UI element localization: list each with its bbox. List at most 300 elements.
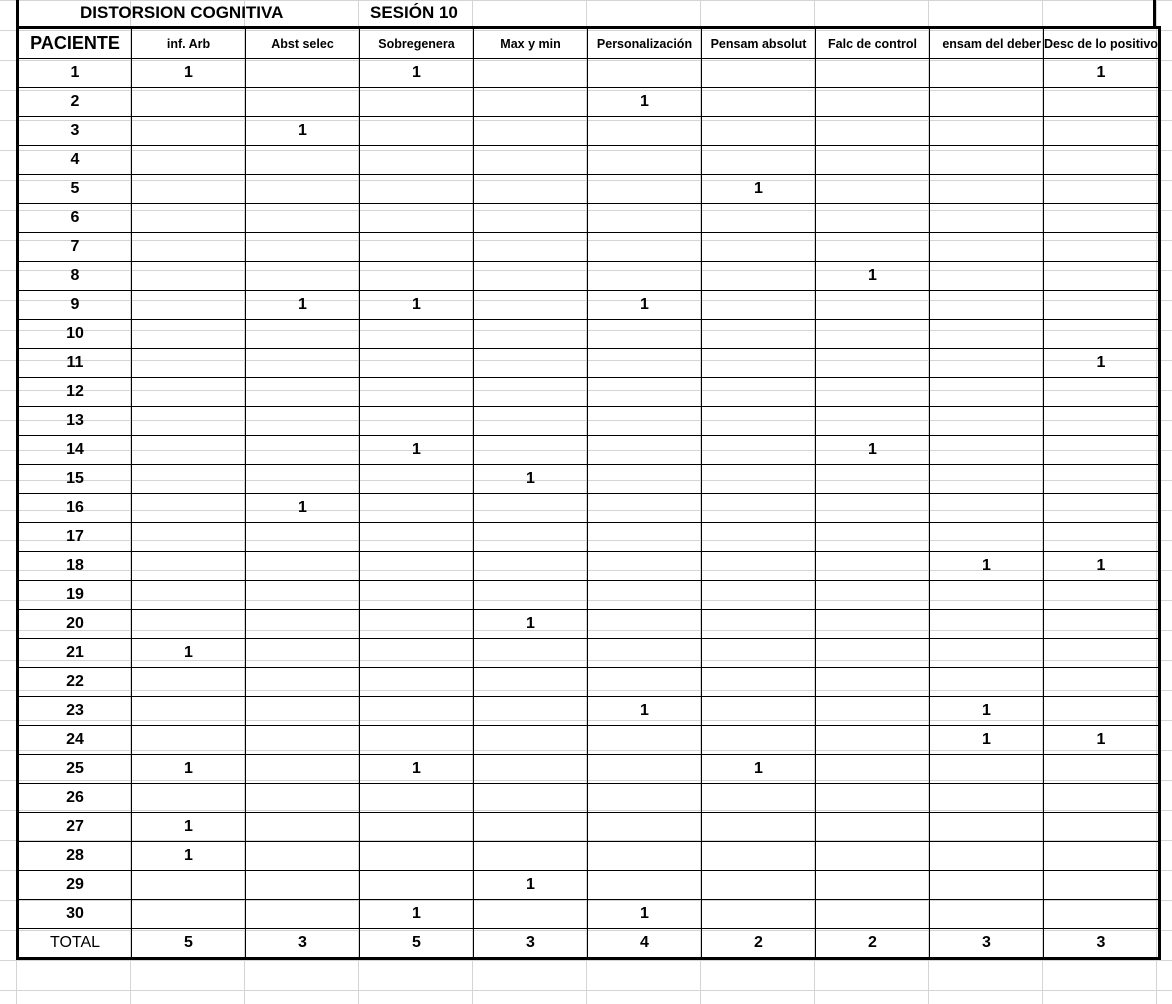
table-cell[interactable] [474, 668, 588, 697]
table-cell[interactable] [588, 523, 702, 552]
table-cell[interactable] [702, 842, 816, 871]
table-cell[interactable]: 1 [930, 552, 1044, 581]
table-cell[interactable] [702, 465, 816, 494]
table-cell[interactable] [360, 349, 474, 378]
table-cell[interactable] [702, 291, 816, 320]
table-cell[interactable] [246, 465, 360, 494]
table-cell[interactable]: 1 [1044, 726, 1160, 755]
table-cell[interactable] [588, 784, 702, 813]
table-cell[interactable] [246, 59, 360, 88]
table-cell[interactable] [474, 291, 588, 320]
table-cell[interactable] [930, 465, 1044, 494]
column-header-paciente[interactable]: PACIENTE [18, 28, 132, 59]
table-cell[interactable] [360, 494, 474, 523]
table-cell[interactable] [360, 610, 474, 639]
table-cell[interactable] [1044, 175, 1160, 204]
table-cell[interactable] [588, 581, 702, 610]
table-cell[interactable] [702, 233, 816, 262]
table-cell[interactable] [132, 436, 246, 465]
table-cell[interactable] [132, 407, 246, 436]
table-cell[interactable] [702, 813, 816, 842]
table-cell[interactable] [474, 755, 588, 784]
table-cell[interactable] [1044, 88, 1160, 117]
table-cell[interactable] [816, 407, 930, 436]
column-header[interactable]: Personalización [588, 28, 702, 59]
table-cell[interactable] [702, 900, 816, 929]
table-cell[interactable] [246, 175, 360, 204]
table-cell[interactable] [132, 320, 246, 349]
table-cell[interactable] [1044, 494, 1160, 523]
patient-number-cell[interactable]: 25 [18, 755, 132, 784]
table-cell[interactable] [930, 436, 1044, 465]
table-cell[interactable]: 1 [246, 117, 360, 146]
table-cell[interactable]: 1 [246, 494, 360, 523]
table-cell[interactable] [474, 726, 588, 755]
table-cell[interactable] [360, 88, 474, 117]
total-cell[interactable]: 2 [702, 929, 816, 959]
column-header[interactable]: Abst selec [246, 28, 360, 59]
table-cell[interactable] [132, 610, 246, 639]
table-cell[interactable] [246, 407, 360, 436]
table-cell[interactable]: 1 [360, 59, 474, 88]
table-cell[interactable] [1044, 900, 1160, 929]
table-cell[interactable]: 1 [132, 842, 246, 871]
patient-number-cell[interactable]: 15 [18, 465, 132, 494]
table-cell[interactable] [702, 146, 816, 175]
table-cell[interactable]: 1 [132, 639, 246, 668]
table-cell[interactable] [816, 552, 930, 581]
table-cell[interactable] [816, 755, 930, 784]
total-cell[interactable]: 5 [132, 929, 246, 959]
table-cell[interactable]: 1 [132, 59, 246, 88]
table-cell[interactable] [1044, 204, 1160, 233]
table-cell[interactable] [930, 900, 1044, 929]
table-cell[interactable] [816, 610, 930, 639]
table-cell[interactable] [360, 784, 474, 813]
table-cell[interactable] [816, 523, 930, 552]
table-cell[interactable] [474, 523, 588, 552]
table-cell[interactable] [474, 204, 588, 233]
table-cell[interactable]: 1 [132, 755, 246, 784]
table-cell[interactable] [702, 349, 816, 378]
total-label[interactable]: TOTAL [18, 929, 132, 959]
table-cell[interactable] [588, 668, 702, 697]
patient-number-cell[interactable]: 23 [18, 697, 132, 726]
table-cell[interactable] [360, 378, 474, 407]
table-cell[interactable] [132, 494, 246, 523]
table-cell[interactable] [816, 697, 930, 726]
table-cell[interactable] [474, 900, 588, 929]
table-cell[interactable] [702, 262, 816, 291]
column-header[interactable]: Sobregenera [360, 28, 474, 59]
table-cell[interactable] [816, 175, 930, 204]
table-cell[interactable] [816, 59, 930, 88]
table-cell[interactable] [360, 697, 474, 726]
table-cell[interactable] [702, 378, 816, 407]
table-cell[interactable]: 1 [246, 291, 360, 320]
column-header[interactable]: ensam del deber [930, 28, 1044, 59]
table-cell[interactable] [816, 668, 930, 697]
patient-number-cell[interactable]: 20 [18, 610, 132, 639]
patient-number-cell[interactable]: 2 [18, 88, 132, 117]
sheet-title[interactable]: DISTORSION COGNITIVA [80, 3, 284, 22]
table-cell[interactable] [474, 697, 588, 726]
patient-number-cell[interactable]: 10 [18, 320, 132, 349]
table-cell[interactable] [816, 378, 930, 407]
table-cell[interactable] [1044, 697, 1160, 726]
table-cell[interactable] [1044, 436, 1160, 465]
table-cell[interactable] [588, 552, 702, 581]
table-cell[interactable] [360, 117, 474, 146]
patient-number-cell[interactable]: 16 [18, 494, 132, 523]
table-cell[interactable] [474, 842, 588, 871]
patient-number-cell[interactable]: 6 [18, 204, 132, 233]
patient-number-cell[interactable]: 5 [18, 175, 132, 204]
table-cell[interactable] [930, 349, 1044, 378]
table-cell[interactable] [702, 59, 816, 88]
table-cell[interactable] [132, 871, 246, 900]
table-cell[interactable] [816, 117, 930, 146]
table-cell[interactable] [360, 871, 474, 900]
table-cell[interactable]: 1 [360, 436, 474, 465]
table-cell[interactable] [816, 900, 930, 929]
table-cell[interactable] [246, 262, 360, 291]
table-cell[interactable]: 1 [702, 175, 816, 204]
table-cell[interactable]: 1 [816, 436, 930, 465]
table-cell[interactable] [1044, 320, 1160, 349]
table-cell[interactable] [930, 88, 1044, 117]
table-cell[interactable] [702, 494, 816, 523]
patient-number-cell[interactable]: 29 [18, 871, 132, 900]
patient-number-cell[interactable]: 17 [18, 523, 132, 552]
table-cell[interactable] [588, 349, 702, 378]
patient-number-cell[interactable]: 28 [18, 842, 132, 871]
table-cell[interactable] [930, 378, 1044, 407]
table-cell[interactable] [246, 610, 360, 639]
table-cell[interactable] [1044, 871, 1160, 900]
table-cell[interactable] [360, 465, 474, 494]
table-cell[interactable] [588, 639, 702, 668]
table-cell[interactable] [132, 465, 246, 494]
total-cell[interactable]: 2 [816, 929, 930, 959]
table-cell[interactable]: 1 [132, 813, 246, 842]
table-cell[interactable] [474, 581, 588, 610]
table-cell[interactable] [588, 320, 702, 349]
table-cell[interactable] [588, 813, 702, 842]
table-cell[interactable] [930, 117, 1044, 146]
table-cell[interactable] [474, 407, 588, 436]
table-cell[interactable]: 1 [930, 726, 1044, 755]
table-cell[interactable] [474, 784, 588, 813]
table-cell[interactable]: 1 [474, 610, 588, 639]
table-cell[interactable] [588, 378, 702, 407]
patient-number-cell[interactable]: 14 [18, 436, 132, 465]
table-cell[interactable] [132, 262, 246, 291]
table-cell[interactable] [816, 320, 930, 349]
table-cell[interactable] [246, 378, 360, 407]
table-cell[interactable] [360, 581, 474, 610]
table-cell[interactable] [132, 697, 246, 726]
table-cell[interactable] [1044, 668, 1160, 697]
table-cell[interactable] [816, 813, 930, 842]
table-cell[interactable] [702, 320, 816, 349]
table-cell[interactable] [132, 233, 246, 262]
table-cell[interactable]: 1 [702, 755, 816, 784]
table-cell[interactable] [702, 436, 816, 465]
table-cell[interactable] [360, 639, 474, 668]
total-cell[interactable]: 3 [1044, 929, 1160, 959]
patient-number-cell[interactable]: 30 [18, 900, 132, 929]
table-cell[interactable] [474, 494, 588, 523]
column-header[interactable]: Desc de lo positivo [1044, 28, 1160, 59]
table-cell[interactable] [816, 204, 930, 233]
table-cell[interactable] [1044, 523, 1160, 552]
table-cell[interactable] [246, 552, 360, 581]
table-cell[interactable] [1044, 233, 1160, 262]
table-cell[interactable] [360, 320, 474, 349]
table-cell[interactable] [132, 175, 246, 204]
patient-number-cell[interactable]: 22 [18, 668, 132, 697]
table-cell[interactable] [816, 146, 930, 175]
table-cell[interactable] [360, 726, 474, 755]
total-cell[interactable]: 4 [588, 929, 702, 959]
table-cell[interactable] [816, 465, 930, 494]
table-cell[interactable] [474, 146, 588, 175]
table-cell[interactable] [930, 784, 1044, 813]
table-cell[interactable] [360, 233, 474, 262]
table-cell[interactable] [132, 668, 246, 697]
session-label[interactable]: SESIÓN 10 [370, 3, 458, 22]
table-cell[interactable] [132, 552, 246, 581]
table-cell[interactable] [132, 784, 246, 813]
table-cell[interactable]: 1 [360, 900, 474, 929]
table-cell[interactable] [132, 204, 246, 233]
table-cell[interactable] [132, 581, 246, 610]
table-cell[interactable] [816, 494, 930, 523]
table-cell[interactable] [588, 262, 702, 291]
patient-number-cell[interactable]: 19 [18, 581, 132, 610]
table-cell[interactable] [930, 204, 1044, 233]
table-cell[interactable] [816, 726, 930, 755]
patient-number-cell[interactable]: 21 [18, 639, 132, 668]
table-cell[interactable] [360, 552, 474, 581]
table-cell[interactable] [930, 755, 1044, 784]
column-header[interactable]: Pensam absolut [702, 28, 816, 59]
column-header[interactable]: Falc de control [816, 28, 930, 59]
table-cell[interactable] [474, 59, 588, 88]
table-cell[interactable] [702, 668, 816, 697]
table-cell[interactable] [474, 639, 588, 668]
table-cell[interactable] [360, 262, 474, 291]
table-cell[interactable] [702, 204, 816, 233]
table-cell[interactable]: 1 [1044, 552, 1160, 581]
table-cell[interactable] [930, 523, 1044, 552]
table-cell[interactable] [246, 204, 360, 233]
table-cell[interactable] [588, 117, 702, 146]
table-cell[interactable] [246, 146, 360, 175]
table-cell[interactable] [930, 639, 1044, 668]
table-cell[interactable] [246, 755, 360, 784]
patient-number-cell[interactable]: 8 [18, 262, 132, 291]
patient-number-cell[interactable]: 7 [18, 233, 132, 262]
column-header[interactable]: Max y min [474, 28, 588, 59]
table-cell[interactable] [930, 407, 1044, 436]
table-cell[interactable] [702, 88, 816, 117]
table-cell[interactable] [588, 436, 702, 465]
patient-number-cell[interactable]: 3 [18, 117, 132, 146]
table-cell[interactable] [930, 59, 1044, 88]
table-cell[interactable] [930, 581, 1044, 610]
table-cell[interactable] [1044, 581, 1160, 610]
table-cell[interactable] [132, 349, 246, 378]
table-cell[interactable]: 1 [360, 755, 474, 784]
table-cell[interactable] [588, 407, 702, 436]
table-cell[interactable] [1044, 407, 1160, 436]
table-cell[interactable] [702, 581, 816, 610]
table-cell[interactable] [246, 320, 360, 349]
table-cell[interactable] [1044, 146, 1160, 175]
table-cell[interactable] [360, 204, 474, 233]
table-cell[interactable] [132, 378, 246, 407]
table-cell[interactable] [474, 233, 588, 262]
table-cell[interactable] [930, 320, 1044, 349]
table-cell[interactable] [1044, 842, 1160, 871]
table-cell[interactable] [588, 146, 702, 175]
table-cell[interactable] [360, 813, 474, 842]
table-cell[interactable] [588, 755, 702, 784]
table-cell[interactable] [1044, 755, 1160, 784]
table-cell[interactable]: 1 [474, 871, 588, 900]
patient-number-cell[interactable]: 9 [18, 291, 132, 320]
table-cell[interactable] [246, 900, 360, 929]
table-cell[interactable] [588, 726, 702, 755]
table-cell[interactable] [1044, 610, 1160, 639]
table-cell[interactable] [930, 146, 1044, 175]
table-cell[interactable] [132, 117, 246, 146]
table-cell[interactable] [702, 610, 816, 639]
table-cell[interactable] [930, 291, 1044, 320]
table-cell[interactable] [474, 320, 588, 349]
table-cell[interactable] [246, 697, 360, 726]
table-cell[interactable] [474, 175, 588, 204]
table-cell[interactable] [360, 175, 474, 204]
table-cell[interactable]: 1 [360, 291, 474, 320]
table-cell[interactable] [474, 552, 588, 581]
table-cell[interactable] [246, 784, 360, 813]
total-cell[interactable]: 3 [246, 929, 360, 959]
table-cell[interactable] [246, 349, 360, 378]
table-cell[interactable] [816, 842, 930, 871]
table-cell[interactable] [360, 842, 474, 871]
table-cell[interactable] [132, 146, 246, 175]
table-cell[interactable] [132, 523, 246, 552]
table-cell[interactable]: 1 [1044, 59, 1160, 88]
table-cell[interactable] [132, 900, 246, 929]
table-cell[interactable] [930, 871, 1044, 900]
table-cell[interactable] [246, 871, 360, 900]
table-cell[interactable]: 1 [588, 697, 702, 726]
patient-number-cell[interactable]: 26 [18, 784, 132, 813]
table-cell[interactable] [588, 871, 702, 900]
table-cell[interactable] [1044, 291, 1160, 320]
table-cell[interactable] [360, 523, 474, 552]
table-cell[interactable] [1044, 262, 1160, 291]
table-cell[interactable] [588, 610, 702, 639]
table-cell[interactable]: 1 [588, 291, 702, 320]
patient-number-cell[interactable]: 27 [18, 813, 132, 842]
table-cell[interactable] [702, 871, 816, 900]
table-cell[interactable] [132, 291, 246, 320]
patient-number-cell[interactable]: 18 [18, 552, 132, 581]
patient-number-cell[interactable]: 11 [18, 349, 132, 378]
table-cell[interactable] [702, 552, 816, 581]
table-cell[interactable] [816, 88, 930, 117]
table-cell[interactable] [246, 842, 360, 871]
table-cell[interactable] [246, 436, 360, 465]
table-cell[interactable] [588, 175, 702, 204]
table-cell[interactable] [930, 494, 1044, 523]
total-cell[interactable]: 5 [360, 929, 474, 959]
table-cell[interactable] [246, 726, 360, 755]
table-cell[interactable] [474, 88, 588, 117]
table-cell[interactable] [930, 610, 1044, 639]
table-cell[interactable]: 1 [930, 697, 1044, 726]
table-cell[interactable] [588, 494, 702, 523]
table-cell[interactable] [702, 784, 816, 813]
table-cell[interactable] [930, 262, 1044, 291]
table-cell[interactable] [588, 233, 702, 262]
table-cell[interactable] [474, 436, 588, 465]
table-cell[interactable] [816, 784, 930, 813]
table-cell[interactable] [702, 697, 816, 726]
patient-number-cell[interactable]: 12 [18, 378, 132, 407]
table-cell[interactable] [588, 59, 702, 88]
table-cell[interactable] [246, 813, 360, 842]
table-cell[interactable] [930, 842, 1044, 871]
table-cell[interactable]: 1 [1044, 349, 1160, 378]
table-cell[interactable] [246, 639, 360, 668]
table-cell[interactable] [588, 204, 702, 233]
patient-number-cell[interactable]: 13 [18, 407, 132, 436]
table-cell[interactable] [702, 523, 816, 552]
table-cell[interactable] [816, 581, 930, 610]
table-cell[interactable] [816, 349, 930, 378]
patient-number-cell[interactable]: 1 [18, 59, 132, 88]
table-cell[interactable] [1044, 117, 1160, 146]
table-cell[interactable] [1044, 639, 1160, 668]
table-cell[interactable] [474, 813, 588, 842]
table-cell[interactable] [930, 233, 1044, 262]
table-cell[interactable] [360, 668, 474, 697]
patient-number-cell[interactable]: 24 [18, 726, 132, 755]
table-cell[interactable] [588, 465, 702, 494]
table-cell[interactable] [816, 233, 930, 262]
table-cell[interactable] [930, 668, 1044, 697]
table-cell[interactable] [702, 726, 816, 755]
table-cell[interactable] [930, 813, 1044, 842]
total-cell[interactable]: 3 [930, 929, 1044, 959]
table-cell[interactable] [816, 639, 930, 668]
table-cell[interactable] [1044, 813, 1160, 842]
table-cell[interactable] [246, 668, 360, 697]
patient-number-cell[interactable]: 4 [18, 146, 132, 175]
table-cell[interactable] [246, 581, 360, 610]
table-cell[interactable] [816, 291, 930, 320]
total-cell[interactable]: 3 [474, 929, 588, 959]
table-cell[interactable] [360, 407, 474, 436]
table-cell[interactable] [474, 378, 588, 407]
column-header[interactable]: inf. Arb [132, 28, 246, 59]
